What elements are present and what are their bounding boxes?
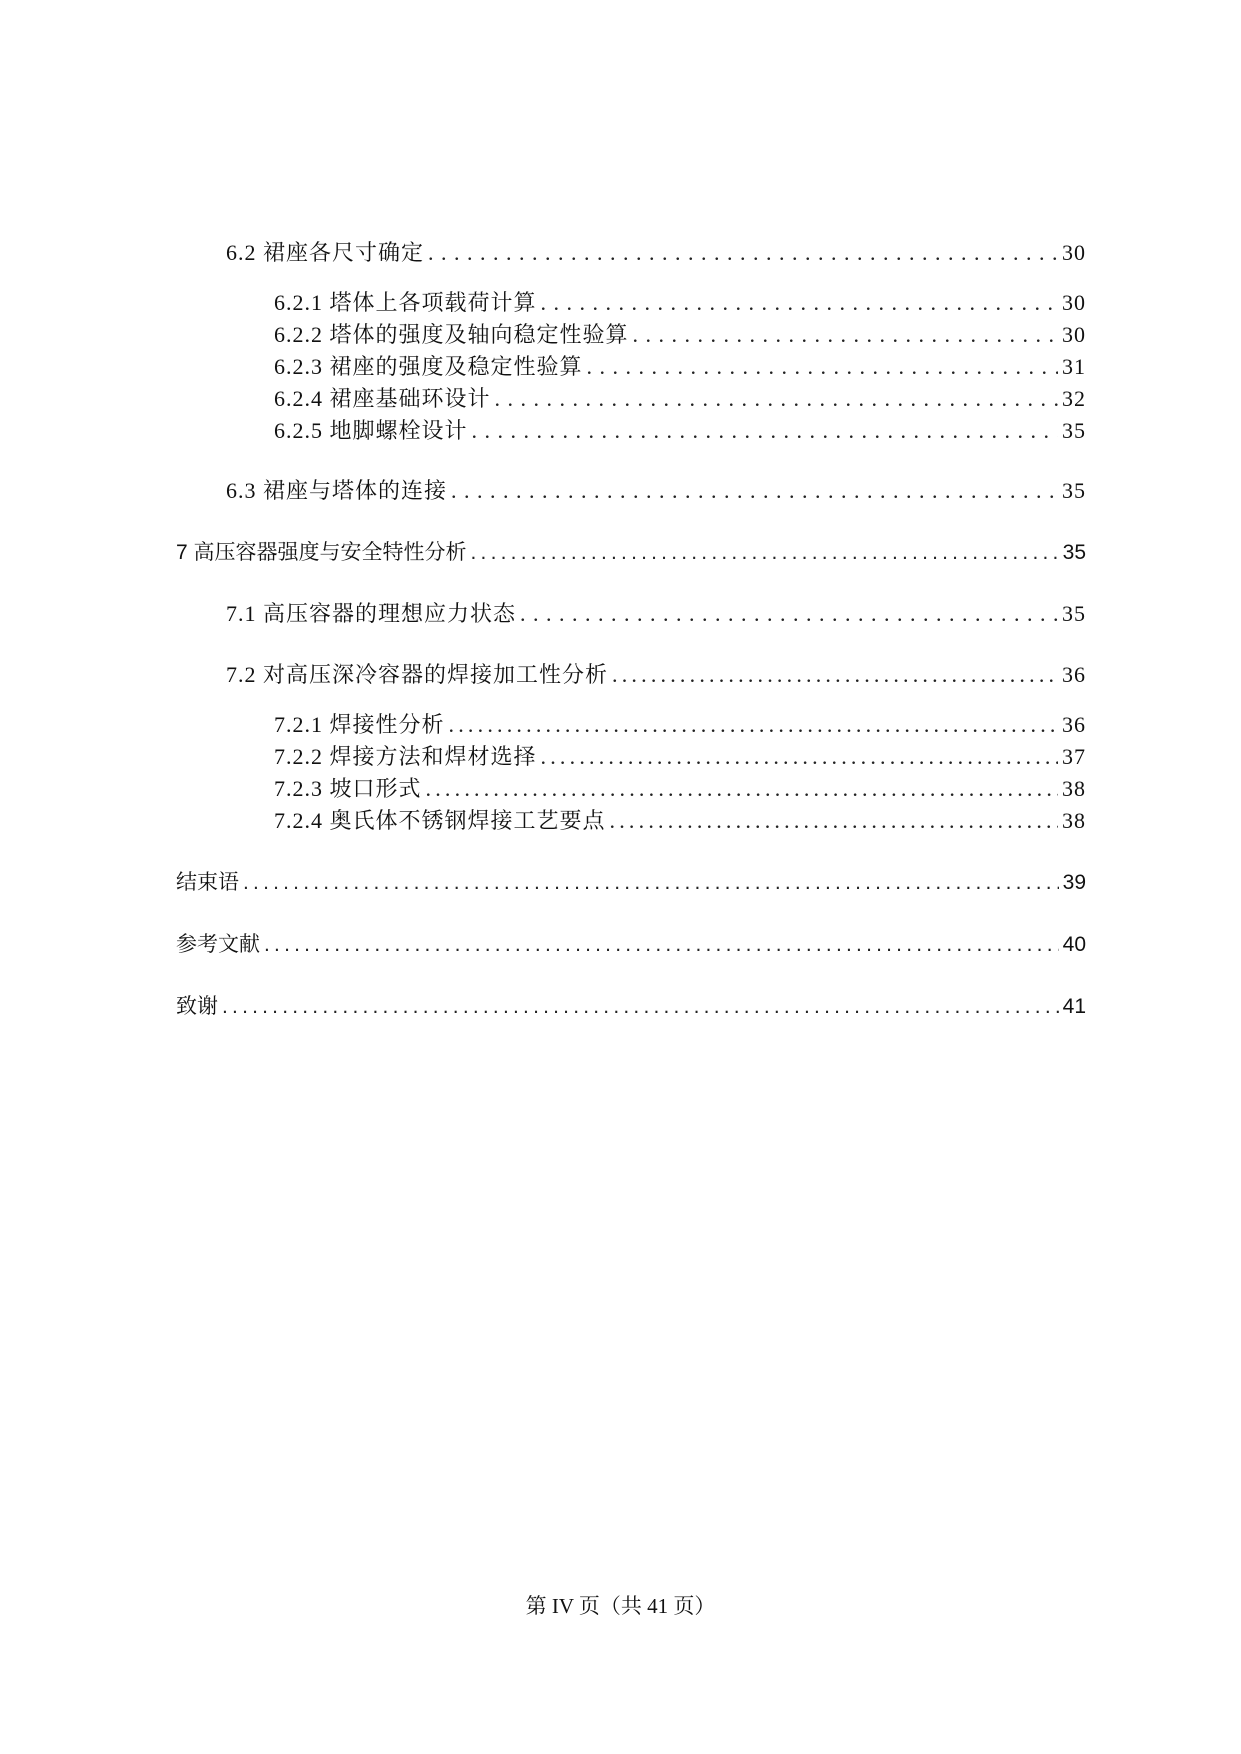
toc-entry-label: 7.2.2 焊接方法和焊材选择	[274, 744, 537, 769]
toc-entry-page: 35	[1062, 418, 1086, 443]
toc-entry-6-2-1[interactable]	[274, 286, 1086, 317]
toc-entry-label: 6.2.4 裙座基础环设计	[274, 386, 491, 411]
toc-dot-leader	[610, 808, 1058, 834]
toc-dot-leader	[426, 776, 1058, 802]
toc-entry-page: 36	[1062, 662, 1086, 687]
toc-dot-leader	[449, 712, 1058, 738]
toc-entry-label: 致谢	[176, 995, 218, 1018]
toc-entry-page: 30	[1062, 322, 1086, 347]
toc-entry-references[interactable]	[176, 928, 1086, 958]
toc-entry-7-2-4[interactable]	[274, 804, 1086, 835]
toc-entry-label: 7.2.1 焊接性分析	[274, 712, 445, 737]
toc-entry-page: 31	[1062, 354, 1086, 379]
toc-entry-label: 参考文献	[176, 933, 260, 956]
toc-dot-leader	[495, 386, 1058, 412]
toc-entry-page: 35	[1062, 601, 1086, 626]
toc-entry-page: 30	[1062, 240, 1086, 265]
toc-entry-7-2-2[interactable]	[274, 740, 1086, 771]
toc-dot-leader	[520, 601, 1058, 627]
toc-dot-leader	[243, 871, 1059, 895]
toc-dot-leader	[451, 478, 1058, 504]
toc-dot-leader	[428, 240, 1058, 266]
toc-dot-leader	[587, 354, 1058, 380]
page-footer	[0, 1590, 1241, 1620]
toc-dot-leader	[541, 290, 1058, 316]
toc-dot-leader	[264, 933, 1059, 957]
toc-dot-leader	[472, 418, 1058, 444]
toc-entry-label: 7.2 对高压深冷容器的焊接加工性分析	[226, 662, 609, 687]
toc-dot-leader	[541, 744, 1058, 770]
toc-entry-label: 6.2.5 地脚螺栓设计	[274, 418, 468, 443]
toc-entry-7-2[interactable]	[226, 658, 1086, 689]
toc-entry-label: 6.2.3 裙座的强度及稳定性验算	[274, 354, 583, 379]
toc-entry-6-2-2[interactable]	[274, 318, 1086, 349]
page-number-label: 第 IV 页（共 41 页）	[525, 1594, 716, 1618]
toc-entry-6-2-5[interactable]	[274, 414, 1086, 445]
toc-entry-label: 6.2.1 塔体上各项载荷计算	[274, 290, 537, 315]
toc-entry-7-2-3[interactable]	[274, 772, 1086, 803]
toc-dot-leader	[633, 322, 1058, 348]
toc-entry-page: 38	[1062, 776, 1086, 801]
toc-entry-7-1[interactable]	[226, 597, 1086, 628]
toc-entry-page: 35	[1062, 478, 1086, 503]
toc-entry-label: 7.2.4 奥氏体不锈钢焊接工艺要点	[274, 808, 606, 833]
toc-entry-page: 37	[1062, 744, 1086, 769]
toc-entry-label: 7.2.3 坡口形式	[274, 776, 422, 801]
toc-entry-label: 结束语	[176, 871, 239, 894]
toc-entry-page: 30	[1062, 290, 1086, 315]
toc-entry-6-2[interactable]	[226, 236, 1086, 267]
toc-dot-leader	[471, 541, 1059, 565]
toc-dot-leader	[222, 995, 1059, 1019]
toc-entry-label: 6.3 裙座与塔体的连接	[226, 478, 448, 503]
toc-dot-leader	[612, 662, 1058, 688]
toc-entry-page: 35	[1062, 541, 1086, 564]
toc-entry-6-2-4[interactable]	[274, 382, 1086, 413]
toc-entry-6-3[interactable]	[226, 474, 1086, 505]
toc-entry-conclusion[interactable]	[176, 866, 1086, 896]
toc-entry-label: 7 高压容器强度与安全特性分析	[176, 541, 467, 564]
toc-entry-page: 39	[1062, 871, 1086, 894]
toc-entry-page: 40	[1062, 933, 1086, 956]
toc-entry-page: 36	[1062, 712, 1086, 737]
toc-entry-acknowledgements[interactable]	[176, 990, 1086, 1020]
toc-entry-label: 6.2 裙座各尺寸确定	[226, 240, 425, 265]
toc-entry-7[interactable]	[176, 536, 1086, 566]
toc-entry-label: 7.1 高压容器的理想应力状态	[226, 601, 517, 626]
toc-entry-label: 6.2.2 塔体的强度及轴向稳定性验算	[274, 322, 629, 347]
toc-entry-page: 38	[1062, 808, 1086, 833]
toc-entry-7-2-1[interactable]	[274, 708, 1086, 739]
toc-entry-page: 32	[1062, 386, 1086, 411]
toc-entry-6-2-3[interactable]	[274, 350, 1086, 381]
toc-entry-page: 41	[1062, 995, 1086, 1018]
